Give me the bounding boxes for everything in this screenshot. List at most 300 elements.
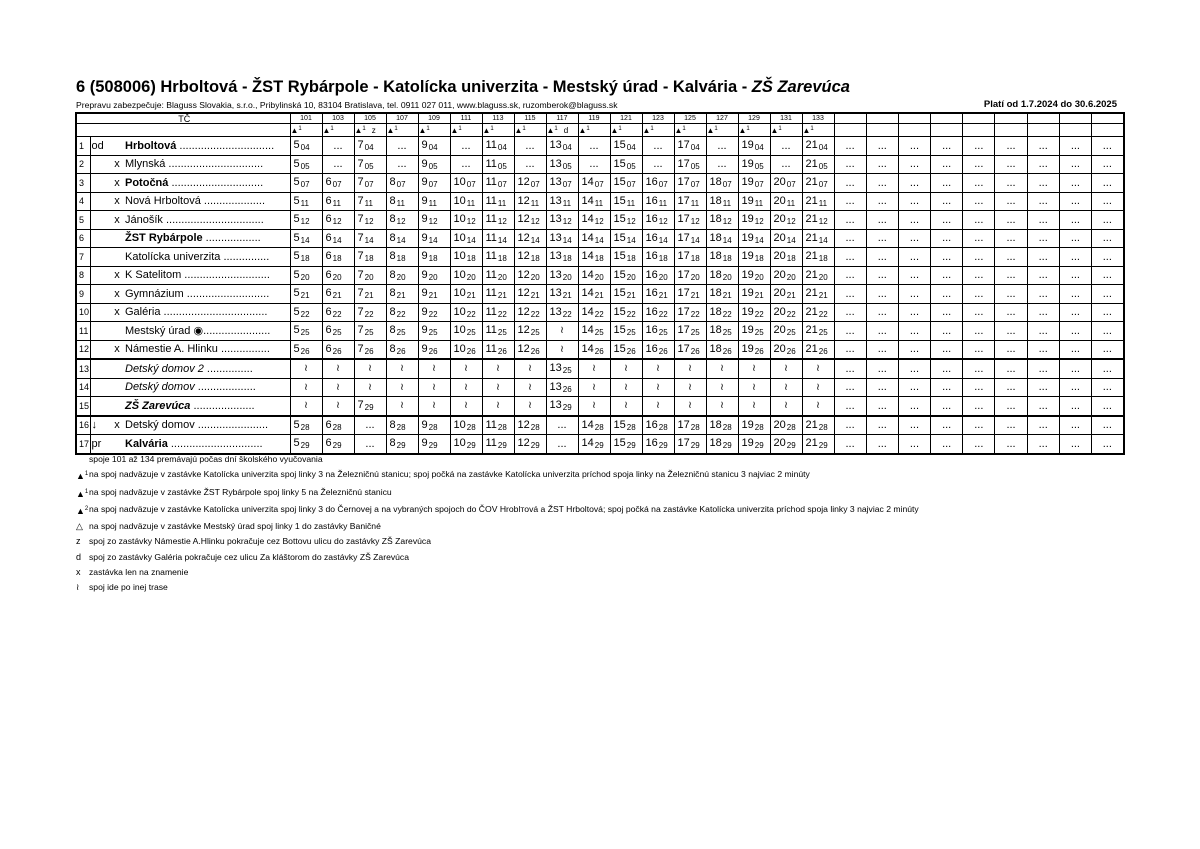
departure-hour: 8 bbox=[389, 231, 396, 244]
stop-number: 2 bbox=[76, 155, 90, 174]
empty-service-cell: ... bbox=[931, 359, 963, 378]
no-service-mark: ... bbox=[322, 137, 354, 156]
empty-service-cell: ... bbox=[1027, 248, 1059, 267]
connection-number: 103 bbox=[322, 113, 354, 124]
departure-minute: 11 bbox=[530, 198, 540, 208]
departure-hour: 15 bbox=[613, 139, 626, 152]
departure-minute: 29 bbox=[562, 403, 572, 413]
stop-direction bbox=[90, 285, 110, 304]
other-route-mark: ≀ bbox=[418, 397, 450, 416]
departure-hour: 8 bbox=[389, 176, 396, 189]
departure-minute: 12 bbox=[594, 217, 604, 227]
departure-minute: 12 bbox=[428, 217, 438, 227]
departure-time bbox=[674, 248, 706, 267]
stop-direction bbox=[90, 211, 110, 230]
departure-minute: 25 bbox=[466, 328, 476, 338]
empty-service-cell: ... bbox=[995, 137, 1027, 156]
footnote-text: spoje 101 až 134 premávajú počas dní školského vyučovania bbox=[89, 454, 323, 464]
departure-time bbox=[706, 303, 738, 322]
other-route-mark: ≀ bbox=[514, 378, 546, 397]
empty-service-cell: ... bbox=[1027, 397, 1059, 416]
stop-direction bbox=[90, 248, 110, 267]
empty-service-cell: ... bbox=[931, 435, 963, 454]
departure-minute: 22 bbox=[626, 309, 636, 319]
departure-minute: 12 bbox=[332, 217, 342, 227]
departure-minute: 22 bbox=[594, 309, 604, 319]
departure-time bbox=[450, 266, 482, 285]
connection-number: 123 bbox=[642, 113, 674, 124]
empty-service-cell: ... bbox=[963, 397, 995, 416]
empty-service-cell: ... bbox=[1092, 322, 1124, 341]
departure-hour: 11 bbox=[485, 305, 497, 318]
departure-hour: 8 bbox=[389, 194, 396, 207]
empty-service-cell: ... bbox=[866, 397, 898, 416]
departure-hour: 7 bbox=[357, 268, 364, 281]
departure-time bbox=[290, 211, 322, 230]
departure-hour: 7 bbox=[357, 213, 364, 226]
departure-hour: 14 bbox=[581, 437, 594, 450]
symbol-superscript: 1 bbox=[522, 126, 526, 132]
departure-minute: 11 bbox=[722, 198, 732, 208]
departure-time bbox=[578, 174, 610, 193]
no-service-mark: ... bbox=[450, 137, 482, 156]
empty-service-cell: ... bbox=[834, 359, 866, 378]
empty-service-cell: ... bbox=[866, 378, 898, 397]
departure-hour: 21 bbox=[805, 342, 818, 355]
empty-service-cell: ... bbox=[834, 248, 866, 267]
departure-minute: 25 bbox=[754, 328, 764, 338]
departure-time bbox=[354, 174, 386, 193]
departure-hour: 13 bbox=[549, 268, 562, 281]
departure-time bbox=[418, 174, 450, 193]
departure-hour: 16 bbox=[645, 418, 658, 431]
departure-minute: 28 bbox=[786, 422, 796, 432]
connection-number: 121 bbox=[610, 113, 642, 124]
departure-minute: 11 bbox=[332, 198, 341, 208]
empty-service-cell: ... bbox=[931, 174, 963, 193]
departure-minute: 18 bbox=[396, 254, 406, 264]
departure-time bbox=[290, 266, 322, 285]
departure-minute: 26 bbox=[626, 346, 636, 356]
empty-service-cell: ... bbox=[1027, 340, 1059, 359]
empty-service-cell: ... bbox=[1059, 137, 1091, 156]
departure-time bbox=[354, 248, 386, 267]
departure-time bbox=[578, 340, 610, 359]
other-route-mark: ≀ bbox=[802, 397, 834, 416]
departure-hour: 5 bbox=[293, 231, 300, 244]
other-route-mark: ≀ bbox=[674, 378, 706, 397]
departure-time bbox=[770, 285, 802, 304]
departure-minute: 07 bbox=[364, 180, 374, 190]
departure-minute: 29 bbox=[754, 441, 764, 451]
departure-hour: 6 bbox=[325, 324, 332, 337]
departure-minute: 26 bbox=[497, 346, 507, 356]
departure-minute: 22 bbox=[818, 309, 828, 319]
triangle-icon: ▲$^1$ bbox=[706, 126, 718, 135]
departure-time bbox=[674, 435, 706, 454]
stop-number: 10 bbox=[76, 303, 90, 322]
departure-minute: 22 bbox=[530, 309, 540, 319]
empty-service-cell: ... bbox=[898, 340, 930, 359]
departure-minute: 25 bbox=[396, 328, 406, 338]
departure-time bbox=[386, 211, 418, 230]
departure-hour: 11 bbox=[485, 231, 497, 244]
departure-hour: 8 bbox=[389, 437, 396, 450]
stop-name-cell bbox=[124, 155, 290, 174]
footnote-symbol: d bbox=[76, 551, 82, 562]
symbol-superscript: 1 bbox=[682, 126, 686, 132]
departure-hour: 13 bbox=[549, 194, 562, 207]
departure-hour: 7 bbox=[357, 399, 364, 412]
stop-name: Galéria bbox=[125, 306, 161, 319]
departure-minute: 28 bbox=[594, 422, 604, 432]
empty-service-cell: ... bbox=[866, 155, 898, 174]
stop-name-cell bbox=[124, 416, 290, 435]
departure-time bbox=[738, 137, 770, 156]
departure-hour: 20 bbox=[773, 324, 786, 337]
empty-service-cell: ... bbox=[834, 303, 866, 322]
footnote-text: spoj ide po inej trase bbox=[89, 582, 168, 593]
departure-time bbox=[674, 137, 706, 156]
departure-hour: 12 bbox=[517, 250, 530, 263]
departure-minute: 28 bbox=[396, 422, 406, 432]
departure-time bbox=[450, 435, 482, 454]
departure-minute: 29 bbox=[428, 441, 438, 451]
connection-symbol-row bbox=[76, 124, 1124, 137]
departure-minute: 14 bbox=[497, 235, 507, 245]
departure-hour: 20 bbox=[773, 437, 786, 450]
departure-time bbox=[386, 174, 418, 193]
departure-time bbox=[482, 211, 514, 230]
departure-hour: 6 bbox=[325, 194, 332, 207]
stop-number: 15 bbox=[76, 397, 90, 416]
departure-time bbox=[642, 192, 674, 211]
other-route-mark: ≀ bbox=[290, 359, 322, 378]
departure-hour: 7 bbox=[357, 157, 364, 170]
connection-flag: z bbox=[371, 126, 376, 135]
departure-time bbox=[674, 303, 706, 322]
stop-direction: od bbox=[90, 137, 110, 156]
departure-hour: 21 bbox=[805, 305, 818, 318]
stop-leader-dots: .............................. bbox=[167, 437, 263, 450]
departure-time bbox=[706, 248, 738, 267]
departure-hour: 12 bbox=[517, 324, 530, 337]
departure-minute: 14 bbox=[530, 235, 540, 245]
connection-number: 105 bbox=[354, 113, 386, 124]
stop-leader-dots: .................. bbox=[202, 232, 261, 245]
departure-minute: 12 bbox=[364, 217, 374, 227]
departure-hour: 9 bbox=[421, 324, 428, 337]
departure-hour: 19 bbox=[741, 250, 754, 263]
request-stop-mark: x bbox=[110, 340, 124, 359]
stop-name: ŽST Rybárpole bbox=[125, 232, 203, 245]
departure-minute: 29 bbox=[818, 441, 828, 451]
empty-service-cell: ... bbox=[995, 248, 1027, 267]
request-stop-mark bbox=[110, 397, 124, 416]
departure-hour: 9 bbox=[421, 418, 428, 431]
departure-hour: 8 bbox=[389, 287, 396, 300]
stop-number: 1 bbox=[76, 137, 90, 156]
departure-minute: 20 bbox=[562, 272, 572, 282]
departure-minute: 07 bbox=[332, 180, 342, 190]
empty-service-cell: ... bbox=[1059, 174, 1091, 193]
departure-time bbox=[546, 137, 578, 156]
departure-minute: 22 bbox=[690, 309, 700, 319]
departure-minute: 04 bbox=[497, 143, 507, 153]
empty-service-cell: ... bbox=[898, 378, 930, 397]
departure-time bbox=[418, 435, 450, 454]
departure-hour: 14 bbox=[581, 287, 594, 300]
other-route-mark: ≀ bbox=[514, 359, 546, 378]
stop-direction: ↓ bbox=[90, 416, 110, 435]
departure-minute: 14 bbox=[300, 235, 310, 245]
empty-service-cell: ... bbox=[995, 211, 1027, 230]
departure-time bbox=[354, 137, 386, 156]
departure-hour: 12 bbox=[517, 268, 530, 281]
symbol-superscript: 1 bbox=[330, 126, 334, 132]
departure-minute: 14 bbox=[562, 235, 572, 245]
triangle-icon: ▲$^1$ bbox=[418, 126, 430, 135]
departure-minute: 07 bbox=[754, 180, 764, 190]
empty-service-cell: ... bbox=[963, 229, 995, 248]
departure-minute: 25 bbox=[428, 328, 438, 338]
empty-service-cell: ... bbox=[866, 359, 898, 378]
departure-time bbox=[482, 322, 514, 341]
other-route-mark: ≀ bbox=[770, 397, 802, 416]
departure-hour: 17 bbox=[677, 139, 690, 152]
departure-minute: 11 bbox=[594, 198, 604, 208]
stop-leader-dots: ................ bbox=[217, 343, 270, 356]
departure-minute: 26 bbox=[658, 346, 668, 356]
departure-time bbox=[610, 285, 642, 304]
departure-minute: 28 bbox=[530, 422, 540, 432]
symbol-superscript: 1 bbox=[810, 126, 814, 132]
departure-minute: 26 bbox=[722, 346, 732, 356]
departure-hour: 9 bbox=[421, 268, 428, 281]
departure-hour: 21 bbox=[805, 194, 818, 207]
departure-hour: 21 bbox=[805, 287, 818, 300]
departure-time bbox=[450, 303, 482, 322]
empty-service-cell: ... bbox=[963, 211, 995, 230]
departure-hour: 10 bbox=[453, 213, 466, 226]
departure-time bbox=[802, 340, 834, 359]
no-service-mark: ... bbox=[514, 137, 546, 156]
departure-minute: 20 bbox=[722, 272, 732, 282]
departure-minute: 28 bbox=[690, 422, 700, 432]
departure-hour: 7 bbox=[357, 176, 364, 189]
empty-service-cell: ... bbox=[1027, 416, 1059, 435]
departure-hour: 7 bbox=[357, 305, 364, 318]
empty-service-cell: ... bbox=[866, 248, 898, 267]
departure-hour: 18 bbox=[709, 305, 722, 318]
no-service-mark: ... bbox=[706, 155, 738, 174]
departure-minute: 12 bbox=[466, 217, 476, 227]
footnote-superscript: 1 bbox=[84, 471, 89, 478]
departure-time bbox=[802, 435, 834, 454]
stop-name-cell bbox=[124, 229, 290, 248]
departure-hour: 20 bbox=[773, 287, 786, 300]
departure-minute: 05 bbox=[497, 161, 507, 171]
stop-leader-dots: ............................ bbox=[181, 269, 270, 282]
departure-time bbox=[322, 229, 354, 248]
request-stop-mark bbox=[110, 229, 124, 248]
departure-time bbox=[354, 266, 386, 285]
departure-minute: 14 bbox=[626, 235, 636, 245]
connection-number: 111 bbox=[450, 113, 482, 124]
stop-leader-dots: .................... bbox=[190, 399, 255, 412]
departure-time bbox=[802, 211, 834, 230]
footnote-superscript: 1 bbox=[84, 488, 89, 495]
departure-minute: 14 bbox=[594, 235, 604, 245]
departure-hour: 11 bbox=[485, 250, 497, 263]
other-route-mark: ≀ bbox=[514, 397, 546, 416]
no-service-mark: ... bbox=[642, 137, 674, 156]
other-route-mark: ≀ bbox=[802, 378, 834, 397]
departure-minute: 18 bbox=[690, 254, 700, 264]
footnote bbox=[76, 534, 919, 549]
request-stop-mark bbox=[110, 248, 124, 267]
departure-time bbox=[482, 174, 514, 193]
departure-hour: 8 bbox=[389, 213, 396, 226]
departure-time bbox=[642, 435, 674, 454]
departure-time bbox=[578, 285, 610, 304]
departure-minute: 07 bbox=[466, 180, 476, 190]
departure-minute: 04 bbox=[562, 143, 572, 153]
empty-service-cell: ... bbox=[1059, 285, 1091, 304]
other-route-mark: ≀ bbox=[354, 359, 386, 378]
departure-time bbox=[482, 192, 514, 211]
stop-name-cell bbox=[124, 359, 290, 378]
departure-hour: 5 bbox=[293, 437, 300, 450]
departure-minute: 26 bbox=[364, 346, 374, 356]
no-service-mark: ... bbox=[578, 137, 610, 156]
symbol-superscript: 1 bbox=[490, 126, 494, 132]
connection-symbol bbox=[450, 124, 482, 137]
departure-minute: 26 bbox=[594, 346, 604, 356]
empty-service-cell: ... bbox=[1092, 137, 1124, 156]
other-route-mark: ≀ bbox=[674, 397, 706, 416]
departure-hour: 21 bbox=[805, 250, 818, 263]
triangle-icon: ▲$^1$ bbox=[354, 126, 366, 135]
departure-minute: 07 bbox=[722, 180, 732, 190]
departure-hour: 15 bbox=[613, 418, 626, 431]
departure-minute: 21 bbox=[818, 291, 828, 301]
departure-time bbox=[738, 192, 770, 211]
departure-hour: 16 bbox=[645, 287, 658, 300]
empty-service-cell: ... bbox=[1027, 137, 1059, 156]
stop-direction bbox=[90, 359, 110, 378]
departure-hour: 13 bbox=[549, 213, 562, 226]
empty-service-cell: ... bbox=[963, 155, 995, 174]
departure-hour: 19 bbox=[741, 268, 754, 281]
departure-hour: 9 bbox=[421, 305, 428, 318]
empty-header-cell bbox=[1059, 124, 1091, 137]
departure-time bbox=[546, 248, 578, 267]
departure-minute: 22 bbox=[722, 309, 732, 319]
connection-number: 127 bbox=[706, 113, 738, 124]
departure-minute: 12 bbox=[658, 217, 668, 227]
departure-minute: 20 bbox=[364, 272, 374, 282]
empty-service-cell: ... bbox=[898, 285, 930, 304]
empty-service-cell: ... bbox=[963, 174, 995, 193]
departure-time bbox=[802, 192, 834, 211]
triangle-icon: ▲$^1$ bbox=[450, 126, 462, 135]
stop-name: Detský domov bbox=[125, 381, 195, 394]
departure-time bbox=[482, 416, 514, 435]
departure-hour: 17 bbox=[677, 213, 690, 226]
departure-time bbox=[674, 285, 706, 304]
departure-hour: 15 bbox=[613, 324, 626, 337]
departure-time bbox=[546, 174, 578, 193]
request-stop-mark: x bbox=[110, 266, 124, 285]
departure-hour: 10 bbox=[453, 250, 466, 263]
departure-minute: 12 bbox=[690, 217, 700, 227]
departure-time bbox=[322, 174, 354, 193]
departure-time bbox=[354, 303, 386, 322]
departure-time bbox=[610, 416, 642, 435]
departure-time bbox=[642, 340, 674, 359]
departure-hour: 7 bbox=[357, 287, 364, 300]
departure-time bbox=[514, 322, 546, 341]
departure-time bbox=[802, 155, 834, 174]
empty-service-cell: ... bbox=[866, 192, 898, 211]
departure-minute: 05 bbox=[428, 161, 438, 171]
departure-hour: 19 bbox=[741, 305, 754, 318]
departure-hour: 9 bbox=[421, 157, 428, 170]
departure-minute: 22 bbox=[786, 309, 796, 319]
departure-time bbox=[738, 229, 770, 248]
departure-hour: 16 bbox=[645, 194, 658, 207]
connection-number: 119 bbox=[578, 113, 610, 124]
departure-time bbox=[610, 192, 642, 211]
departure-hour: 15 bbox=[613, 250, 626, 263]
departure-time bbox=[418, 137, 450, 156]
departure-minute: 29 bbox=[594, 441, 604, 451]
empty-service-cell: ... bbox=[963, 266, 995, 285]
departure-time bbox=[802, 416, 834, 435]
departure-hour: 14 bbox=[581, 342, 594, 355]
departure-time bbox=[642, 174, 674, 193]
departure-hour: 12 bbox=[517, 176, 530, 189]
departure-hour: 5 bbox=[293, 418, 300, 431]
departure-hour: 19 bbox=[741, 213, 754, 226]
departure-minute: 11 bbox=[364, 198, 373, 208]
triangle-icon: ▲$^1$ bbox=[610, 126, 622, 135]
tc-header: TČ bbox=[76, 113, 290, 124]
departure-hour: 18 bbox=[709, 213, 722, 226]
stop-leader-dots: ............................... bbox=[176, 139, 275, 152]
footnote bbox=[76, 519, 919, 534]
departure-time bbox=[450, 322, 482, 341]
departure-minute: 20 bbox=[428, 272, 438, 282]
departure-time bbox=[514, 303, 546, 322]
empty-service-cell: ... bbox=[963, 416, 995, 435]
departure-minute: 04 bbox=[690, 143, 700, 153]
stop-row bbox=[76, 303, 1124, 322]
departure-time bbox=[770, 322, 802, 341]
other-route-mark: ≀ bbox=[706, 378, 738, 397]
departure-minute: 20 bbox=[497, 272, 507, 282]
departure-hour: 11 bbox=[485, 157, 497, 170]
departure-minute: 18 bbox=[364, 254, 374, 264]
departure-time bbox=[386, 322, 418, 341]
stop-number: 17 bbox=[76, 435, 90, 454]
departure-hour: 19 bbox=[741, 418, 754, 431]
departure-hour: 10 bbox=[453, 324, 466, 337]
departure-time bbox=[770, 192, 802, 211]
empty-service-cell: ... bbox=[898, 229, 930, 248]
stop-number: 12 bbox=[76, 340, 90, 359]
